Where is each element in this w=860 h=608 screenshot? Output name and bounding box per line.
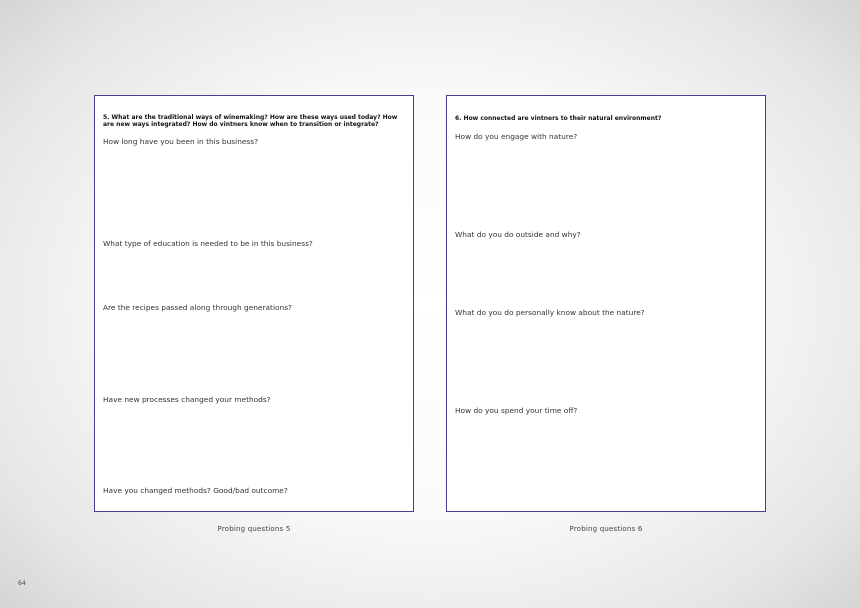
sheet-heading: 6. How connected are vintners to their natural environment? (455, 115, 662, 122)
page-number: 64 (18, 580, 26, 587)
probing-questions-6-sheet (446, 95, 766, 512)
question-item: What type of education is needed to be in this business? (103, 239, 313, 248)
sheet-caption: Probing questions 6 (569, 525, 643, 533)
question-item: Are the recipes passed along through generations? (103, 303, 292, 312)
question-item: Have you changed methods? Good/bad outcome? (103, 486, 288, 495)
question-item: How do you spend your time off? (455, 406, 578, 415)
question-item: How do you engage with nature? (455, 132, 578, 141)
sheet-heading: 5. What are the traditional ways of winemaking? How are these ways used today? How are new ways integrated? How do vintners know when to transition or integrate? (103, 114, 398, 128)
question-item: What do you do outside and why? (455, 230, 581, 239)
question-item: How long have you been in this business? (103, 137, 259, 146)
sheet-caption: Probing questions 5 (217, 525, 291, 533)
probing-questions-5-sheet (94, 95, 414, 512)
question-item: What do you do personally know about the nature? (455, 308, 645, 317)
question-item: Have new processes changed your methods? (103, 395, 271, 404)
